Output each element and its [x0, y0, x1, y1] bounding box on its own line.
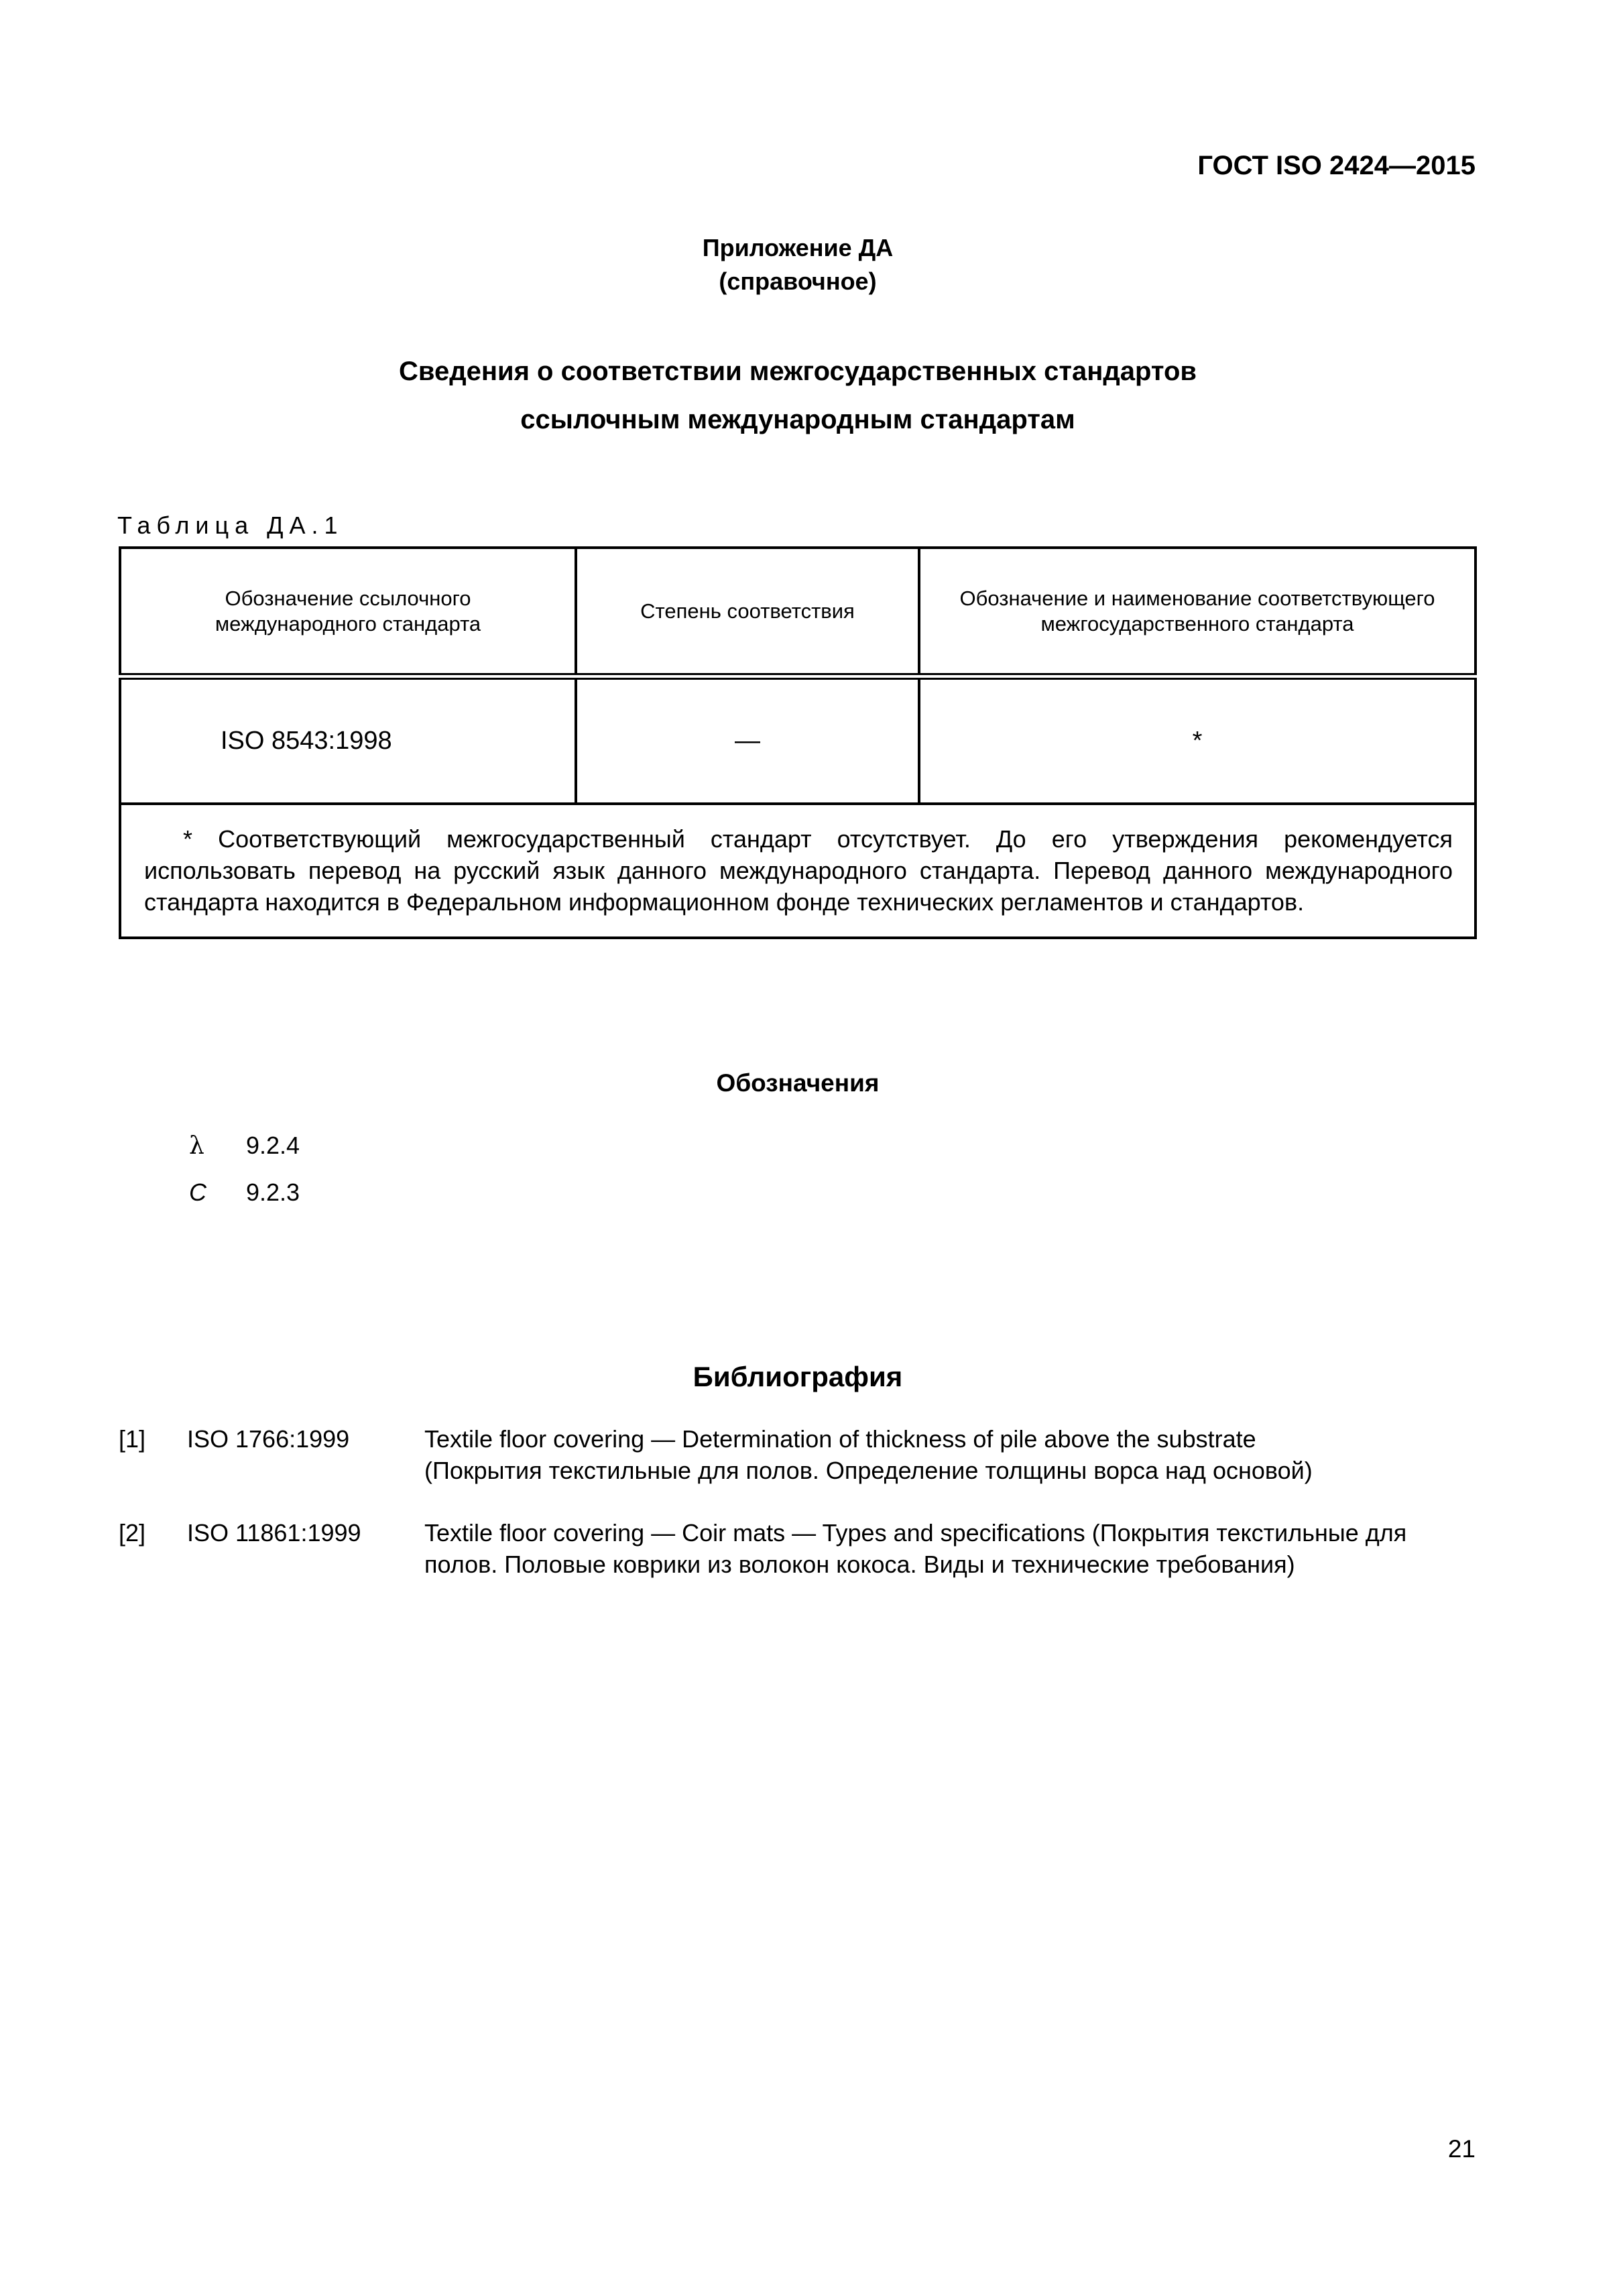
bibliography-entry-title — [424, 1423, 1474, 1486]
bibliography-entry — [119, 1423, 1474, 1490]
bibliography-entry-title-line: полов. Половые коврики из волокон кокоса. Виды и технические требования) — [424, 1551, 1295, 1578]
bibliography-entry-code: ISO 1766:1999 — [187, 1425, 350, 1453]
bibliography-entry-title-line: Textile floor covering — Coir mats — Types and specifications (Покрытия текстильные для — [424, 1519, 1407, 1547]
table-footnote-text: * Соответствующий межгосударственный стандарт отсутствует. До его утверждения рекомендуется использовать перевод на русский язык данного международного стандарта. Перевод данного международного стандарта находится в Федеральном информационном фонде технических регламентов и стандартов. — [144, 825, 1453, 916]
document-standard-code: ГОСТ ISO 2424—2015 — [1197, 151, 1476, 180]
cell-reference-standard — [120, 676, 576, 804]
symbols-heading: Обозначения — [716, 1069, 880, 1097]
symbol-item — [189, 1179, 300, 1212]
bibliography-entry-number: [2] — [119, 1519, 146, 1547]
symbol-reference: 9.2.3 — [246, 1179, 300, 1206]
symbol-lambda: λ — [189, 1132, 204, 1160]
table-row — [120, 676, 1476, 804]
bibliography-entry-number: [1] — [119, 1425, 146, 1453]
main-title-line-2: ссылочным международным стандартам — [520, 405, 1075, 434]
cell-reference-standard-value: ISO 8543:1998 — [221, 727, 392, 755]
symbol-item — [189, 1132, 300, 1165]
symbol-reference: 9.2.4 — [246, 1132, 300, 1159]
column-header-interstate-standard: Обозначение и наименование соответствующего межгосударственного стандарта — [919, 548, 1476, 676]
bibliography-entry — [119, 1517, 1474, 1584]
cell-interstate-standard: * — [919, 676, 1476, 804]
table-header-row — [120, 548, 1476, 676]
column-header-degree-of-correspondence: Степень соответствия — [576, 548, 919, 676]
appendix-kind: (справочное) — [719, 267, 877, 295]
bibliography-entry-title — [424, 1517, 1474, 1580]
table-footnote-row — [120, 804, 1476, 938]
bibliography-entry-title-line: Textile floor covering — Determination of thickness of pile above the substrate — [424, 1425, 1256, 1453]
correspondence-table — [119, 546, 1477, 939]
column-header-reference-standard: Обозначение ссылочного международного стандарта — [120, 548, 576, 676]
main-title-line-1: Сведения о соответствии межгосударственных стандартов — [399, 357, 1197, 386]
table-footnote — [120, 804, 1476, 938]
bibliography-heading: Библиография — [693, 1361, 903, 1392]
cell-degree-of-correspondence: — — [576, 676, 919, 804]
symbol-c: C — [189, 1179, 206, 1206]
table-caption: Таблица ДА.1 — [117, 511, 344, 539]
appendix-title: Приложение ДА — [702, 234, 894, 261]
bibliography-entry-title-line: (Покрытия текстильные для полов. Определение толщины ворса над основой) — [424, 1457, 1313, 1484]
page-number: 21 — [1447, 2135, 1476, 2163]
bibliography-entry-code: ISO 11861:1999 — [187, 1519, 361, 1547]
